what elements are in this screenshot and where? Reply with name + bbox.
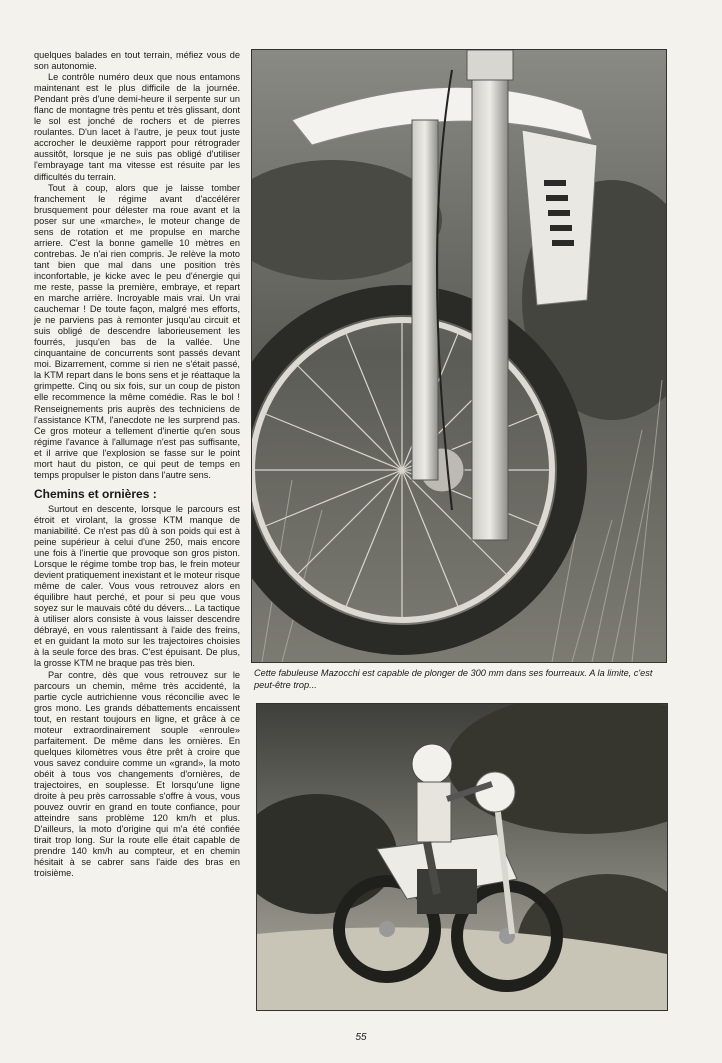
fork-closeup-illustration <box>252 50 666 662</box>
section-heading: Chemins et ornières : <box>34 486 157 501</box>
rider-illustration <box>257 704 667 1010</box>
article-paragraph: quelques balades en tout terrain, méfiez vous de son autonomie. <box>34 50 240 72</box>
photo-caption: Cette fabuleuse Mazocchi est capable de plonger de 300 mm dans ses fourreaux. A la limite, c'est peut-être trop... <box>254 668 653 690</box>
article-text-column <box>34 50 240 879</box>
rider-photo <box>256 703 668 1011</box>
article-paragraph: Tout à coup, alors que je laisse tomber franchement le régime avant d'accélérer brusquement pour délester ma roue avant et la poser sur une «marche», le moteur change de sens de rotation et me propulse en marche arriere. C'est la bonne gamelle 10 mètres en contrebas. Je n'ai rien compris. Je relève la moto tant bien que mal dans une position très inconfortable, je kicke avec le peu d'énergie qui me reste, passe la première, embraye, et repart en marche arrière. Incroyable mais vrai. Un vrai cauchemar ! De toute façon, malgré mes efforts, je ne parviens pas à remonter jusqu'au circuit et suis obligé de descendre laborieusement les fourrés, jusqu'en bas de la vallée. Une cinquantaine de concurrents sont passés devant moi. Bizarrement, comme si rien ne s'était passé, la KTM repart dans le bons sens et je réattaque la grimpette. Cinq ou six fois, sur un coup de piston elle recommence la même comédie. Ras le bol ! Renseignements pris auprès des techniciens de l'assistance KTM, l'anecdote ne les surprend pas. Ce gros moteur a tellement d'inertie qu'en sous régime l'avance à l'allumage n'est pas suffisante, et il arrive que l'explosion se fasse sur le point mort haut du piston, ce qui peut de temps en temps propulser le piston dans l'autre sens. <box>34 182 240 480</box>
article-paragraph: Par contre, dès que vous retrouvez sur le parcours un chemin, même très accidenté, la partie cycle autrichienne vous réconcilie avec le gros mono. Les grands débattements encaissent tout, en restant toujours en ligne, et grâce à ce moteur extraordinairement souple «enroule» parfaitement. De même dans les ornières. En quelques kilomètres vous être prêt à croire que vous savez conduire comme un «grand», la moto obéit à tous vos changements d'ornières, de trajectoires, en souplesse. Et lorsqu'une ligne droite à peu près carrossable s'offre à vous, vous pouvez ouvrir en grand en toute confiance, pour atteindre sans problème 120 km/h et plus. D'ailleurs, la moto d'origine qui m'a été confiée tirait trop long. Sur la route elle était capable de prendre 140 km/h au compteur, et en chemin hésitait à se cabrer sans l'aide des bras en troisième. <box>34 669 240 879</box>
article-paragraph: Surtout en descente, lorsque le parcours est étroit et virolant, la grosse KTM manque de maniabilité. Ce n'est pas dû à son poids qui est à peine supérieur à celui d'une 250, mais encore une fois à l'inertie que provoque son gros piston. Lorsque le régime tombe trop bas, le frein moteur devient pratiquement inexistant et le moteur risque même de caler. Vous vous retrouvez alors en équilibre haut perché, et pour si peu que vous soyez sur le mauvais côté du dévers... La tactique à utiliser alors consiste à vous laisser descendre débrayé, en vous ralentissant à l'aide des freins, et en guidant la moto sur les trajectoires choisies à la seule force des bras. C'est épuisant. De plus, la grosse KTM ne braque pas très bien. <box>34 503 240 669</box>
article-paragraph: Le contrôle numéro deux que nous entamons maintenant est le plus difficile de la journée. Pendant près d'une demi-heure il serpente sur un flanc de montagne très pentu et très glissant, dont le sol est jonché de rochers et de pierres roulantes. D'un lacet à l'autre, je peux tout juste accrocher le deuxième rapport pour rétrograder aussitôt, lorsque je ne suis pas obligé d'utiliser l'embrayage tant ma vitesse est résuite par les difficultés du terrain. <box>34 72 240 182</box>
fork-closeup-photo <box>251 49 667 663</box>
page-number: 55 <box>355 1032 367 1043</box>
